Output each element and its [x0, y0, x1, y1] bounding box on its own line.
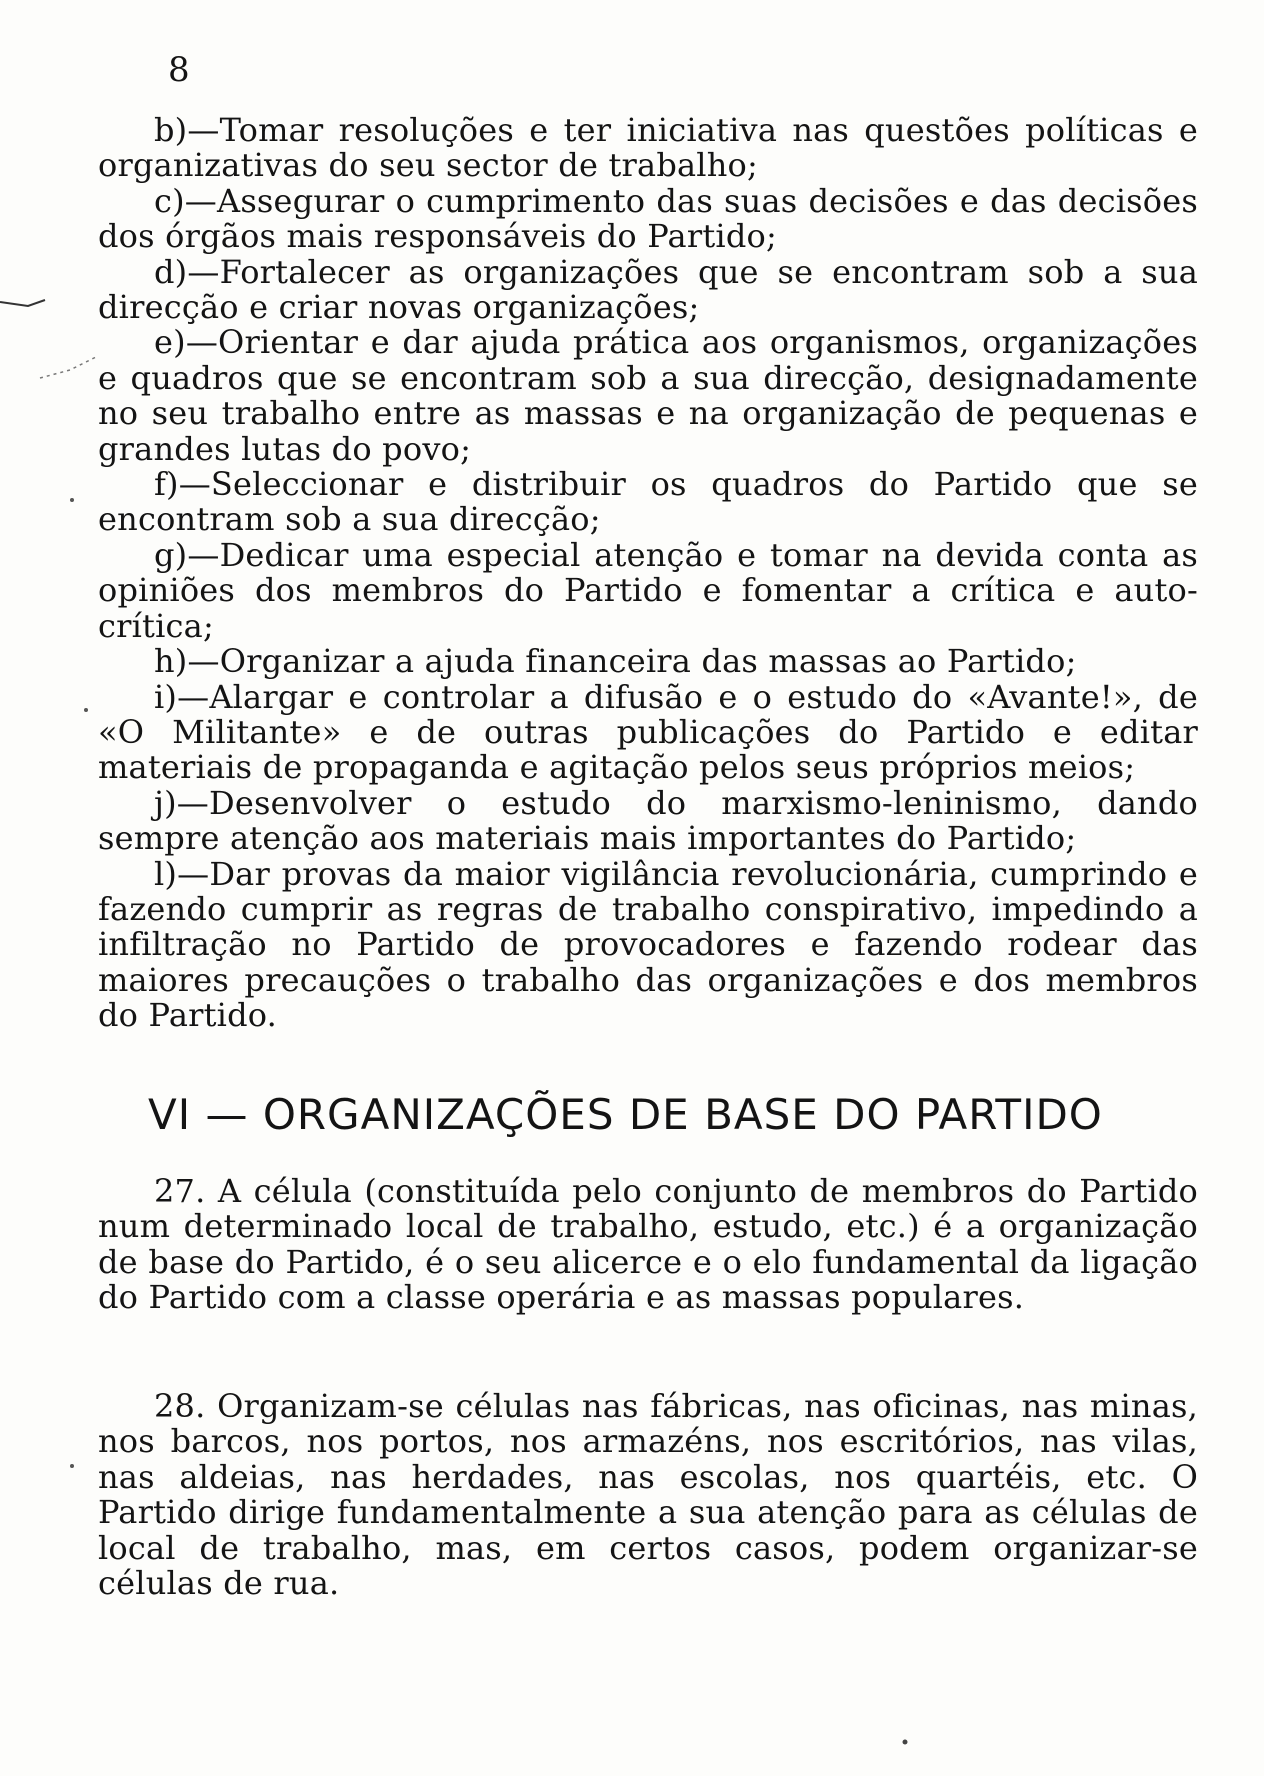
list-item: j)—Desenvolver o estudo do marxismo-leninismo, dando sempre atenção aos materiais mais importantes do Partido; [98, 783, 1198, 858]
list-item: h)—Organizar a ajuda financeira das massas ao Partido; [154, 642, 1077, 681]
list-item: g)—Dedicar uma especial atenção e tomar na devida conta as opiniões dos membros do Partido e fomentar a crítica e auto-crítica; [98, 535, 1198, 645]
ink-dot [84, 708, 88, 712]
paragraph-27 [98, 1174, 1198, 1316]
list-item: e)—Orientar e dar ajuda prática aos organismos, organizações e quadros que se encontram sob a sua direcção, designadamente no seu trabalho entre as massas e na organização de pequenas e grandes lutas do povo; [98, 323, 1198, 468]
ink-dot [903, 1740, 908, 1745]
list-item: f)—Seleccionar e distribuir os quadros do Partido que se encontram sob a sua direcção; [98, 465, 1198, 539]
list-item: c)—Assegurar o cumprimento das suas decisões e das decisões dos órgãos mais responsáveis do Partido; [98, 181, 1198, 256]
list-item: i)—Alargar e controlar a difusão e o estudo do «Avante!», de «O Militante» e de outras publicações do Partido e editar materiais de propaganda e agitação pelos seus próprios meios; [98, 677, 1198, 787]
list-item: d)—Fortalecer as organizações que se encontram sob a sua direcção e criar novas organizações; [98, 252, 1198, 327]
list-item: b)—Tomar resoluções e ter iniciativa nas questões políticas e organizativas do seu sector de trabalho; [98, 111, 1198, 185]
margin-mark [0, 300, 45, 306]
paragraph-text: 28. Organizam-se células nas fábricas, nas oficinas, nas minas, nos barcos, nos portos, nos armazéns, nos escritórios, nas vilas, nas aldeias, nas herdades, nas escolas, nos quartéis, etc. O Partido dirige fundamentalmente a sua atenção para as células de local de trabalho, mas, em certos casos, podem organizar-se células de rua. [98, 1387, 1198, 1603]
list-item: l)—Dar provas da maior vigilância revolucionária, cumprindo e fazendo cumprir as regras de trabalho conspirativo, impedindo a infiltração no Partido de provocadores e fazendo rodear das maiores precauções o trabalho das organizações e dos membros do Partido. [98, 854, 1198, 1035]
ink-dot [70, 1464, 74, 1468]
paragraph-28 [98, 1389, 1198, 1601]
duties-list [98, 113, 1198, 1034]
margin-mark [40, 356, 98, 378]
paragraph-text: 27. A célula (constituída pelo conjunto de membros do Partido num determinado local de trabalho, estudo, etc.) é a organização de base do Partido, é o seu alicerce e o elo fundamental da ligação do Partido com a classe operária e as massas populares. [98, 1172, 1198, 1317]
section-heading: VI — ORGANIZAÇÕES DE BASE DO PARTIDO [148, 1090, 1103, 1139]
page-number: 8 [168, 50, 190, 90]
ink-dot [70, 498, 74, 502]
